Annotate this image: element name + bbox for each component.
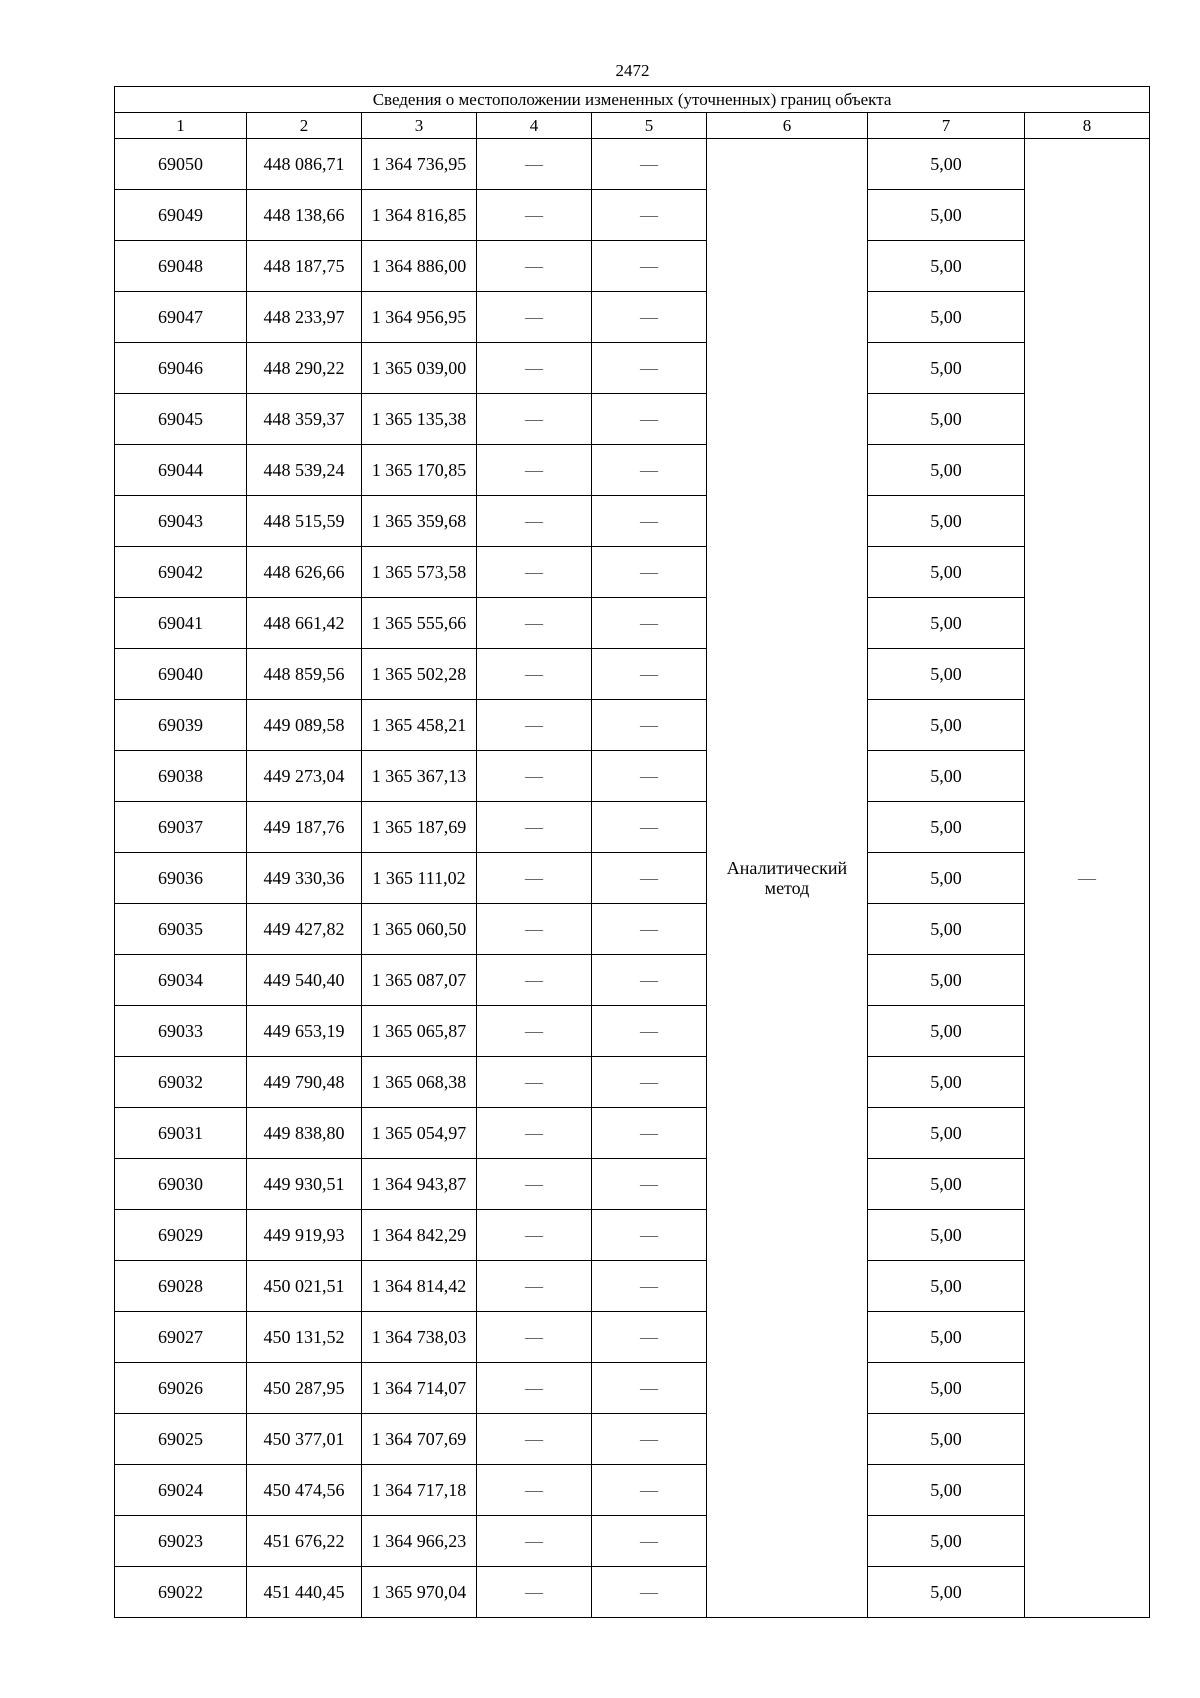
point-number-cell: 69049 [115,190,247,241]
precision-cell: 5,00 [868,1210,1025,1261]
precision-cell: 5,00 [868,1516,1025,1567]
precision-cell: 5,00 [868,292,1025,343]
y-coordinate-cell: 1 365 135,38 [362,394,477,445]
table-row [115,1465,1150,1516]
point-number-cell: 69036 [115,853,247,904]
x-coordinate-cell: 448 859,56 [247,649,362,700]
column-number-2: 2 [247,113,362,139]
method-cell [707,139,868,1618]
point-number-cell: 69047 [115,292,247,343]
y-coordinate-cell: 1 364 943,87 [362,1159,477,1210]
point-number-cell: 69028 [115,1261,247,1312]
table-row [115,1108,1150,1159]
method-text-line: метод [764,878,810,898]
y-coordinate-cell: 1 365 458,21 [362,700,477,751]
point-number-cell: 69032 [115,1057,247,1108]
y-coordinate-cell: 1 365 087,07 [362,955,477,1006]
column-4-cell: — [477,700,592,751]
precision-cell: 5,00 [868,190,1025,241]
column-4-cell: — [477,1414,592,1465]
column-4-cell: — [477,1363,592,1414]
column-5-cell: — [592,1006,707,1057]
x-coordinate-cell: 448 661,42 [247,598,362,649]
table-row [115,598,1150,649]
precision-cell: 5,00 [868,904,1025,955]
column-4-cell: — [477,292,592,343]
y-coordinate-cell: 1 364 738,03 [362,1312,477,1363]
table-row [115,751,1150,802]
x-coordinate-cell: 450 021,51 [247,1261,362,1312]
point-number-cell: 69033 [115,1006,247,1057]
column-number-1: 1 [115,113,247,139]
point-number-cell: 69025 [115,1414,247,1465]
table-row [115,802,1150,853]
x-coordinate-cell: 449 330,36 [247,853,362,904]
point-number-cell: 69030 [115,1159,247,1210]
x-coordinate-cell: 448 626,66 [247,547,362,598]
column-5-cell: — [592,1261,707,1312]
y-coordinate-cell: 1 365 573,58 [362,547,477,598]
point-number-cell: 69048 [115,241,247,292]
column-4-cell: — [477,1159,592,1210]
precision-cell: 5,00 [868,1261,1025,1312]
y-coordinate-cell: 1 365 555,66 [362,598,477,649]
x-coordinate-cell: 449 653,19 [247,1006,362,1057]
column-5-cell: — [592,1567,707,1618]
column-5-cell: — [592,1465,707,1516]
table-row [115,1261,1150,1312]
point-number-cell: 69040 [115,649,247,700]
column-4-cell: — [477,496,592,547]
precision-cell: 5,00 [868,1006,1025,1057]
column-4-cell: — [477,394,592,445]
point-number-cell: 69039 [115,700,247,751]
column-5-cell: — [592,853,707,904]
point-number-cell: 69027 [115,1312,247,1363]
column-4-cell: — [477,343,592,394]
table-row [115,1159,1150,1210]
x-coordinate-cell: 448 233,97 [247,292,362,343]
column-5-cell: — [592,190,707,241]
column-number-row [115,113,1150,139]
precision-cell: 5,00 [868,1108,1025,1159]
column-5-cell: — [592,751,707,802]
y-coordinate-cell: 1 364 714,07 [362,1363,477,1414]
point-number-cell: 69038 [115,751,247,802]
table-row [115,1414,1150,1465]
x-coordinate-cell: 448 359,37 [247,394,362,445]
y-coordinate-cell: 1 364 814,42 [362,1261,477,1312]
column-5-cell: — [592,955,707,1006]
y-coordinate-cell: 1 365 170,85 [362,445,477,496]
column-4-cell: — [477,1312,592,1363]
point-number-cell: 69023 [115,1516,247,1567]
x-coordinate-cell: 448 539,24 [247,445,362,496]
table-row [115,1516,1150,1567]
column-4-cell: — [477,955,592,1006]
y-coordinate-cell: 1 364 966,23 [362,1516,477,1567]
precision-cell: 5,00 [868,955,1025,1006]
table-row [115,1210,1150,1261]
x-coordinate-cell: 450 131,52 [247,1312,362,1363]
precision-cell: 5,00 [868,343,1025,394]
column-4-cell: — [477,445,592,496]
column-4-cell: — [477,751,592,802]
column-4-cell: — [477,802,592,853]
table-row [115,1006,1150,1057]
point-number-cell: 69045 [115,394,247,445]
point-number-cell: 69044 [115,445,247,496]
column-5-cell: — [592,598,707,649]
column-4-cell: — [477,1465,592,1516]
x-coordinate-cell: 449 187,76 [247,802,362,853]
column-5-cell: — [592,292,707,343]
column-number-8: 8 [1025,113,1150,139]
x-coordinate-cell: 448 515,59 [247,496,362,547]
precision-cell: 5,00 [868,1312,1025,1363]
point-number-cell: 69026 [115,1363,247,1414]
table-row [115,241,1150,292]
column-5-cell: — [592,394,707,445]
column-4-cell: — [477,1210,592,1261]
y-coordinate-cell: 1 364 886,00 [362,241,477,292]
column-5-cell: — [592,1210,707,1261]
point-number-cell: 69024 [115,1465,247,1516]
column-5-cell: — [592,1414,707,1465]
column-5-cell: — [592,343,707,394]
table-body [115,87,1150,1618]
point-number-cell: 69042 [115,547,247,598]
page-number: 2472 [615,61,650,80]
x-coordinate-cell: 449 089,58 [247,700,362,751]
column-number-7: 7 [868,113,1025,139]
column-4-cell: — [477,1516,592,1567]
column-4-cell: — [477,1108,592,1159]
precision-cell: 5,00 [868,1363,1025,1414]
column-4-cell: — [477,139,592,190]
table-row [115,445,1150,496]
table-row [115,1567,1150,1618]
point-number-cell: 69043 [115,496,247,547]
table-row [115,190,1150,241]
table-row [115,904,1150,955]
column-4-cell: — [477,241,592,292]
x-coordinate-cell: 449 919,93 [247,1210,362,1261]
column-4-cell: — [477,1006,592,1057]
y-coordinate-cell: 1 364 842,29 [362,1210,477,1261]
column-5-cell: — [592,1159,707,1210]
column-number-4: 4 [477,113,592,139]
precision-cell: 5,00 [868,394,1025,445]
y-coordinate-cell: 1 364 816,85 [362,190,477,241]
point-number-cell: 69031 [115,1108,247,1159]
method-text-line: Аналитический [726,858,848,878]
table-row [115,394,1150,445]
x-coordinate-cell: 448 290,22 [247,343,362,394]
column-5-cell: — [592,700,707,751]
column-4-cell: — [477,1057,592,1108]
y-coordinate-cell: 1 365 187,69 [362,802,477,853]
x-coordinate-cell: 449 540,40 [247,955,362,1006]
precision-cell: 5,00 [868,802,1025,853]
column-5-cell: — [592,802,707,853]
table-row [115,700,1150,751]
x-coordinate-cell: 450 474,56 [247,1465,362,1516]
table-caption-row [115,87,1150,113]
y-coordinate-cell: 1 365 054,97 [362,1108,477,1159]
point-number-cell: 69050 [115,139,247,190]
y-coordinate-cell: 1 364 956,95 [362,292,477,343]
table-caption: Сведения о местоположении измененных (уточненных) границ объекта [115,87,1150,113]
column-5-cell: — [592,1108,707,1159]
column-5-cell: — [592,241,707,292]
point-number-cell: 69034 [115,955,247,1006]
table-row [115,853,1150,904]
x-coordinate-cell: 450 287,95 [247,1363,362,1414]
table-row [115,139,1150,190]
column-4-cell: — [477,1261,592,1312]
precision-cell: 5,00 [868,700,1025,751]
y-coordinate-cell: 1 365 502,28 [362,649,477,700]
x-coordinate-cell: 448 086,71 [247,139,362,190]
column-5-cell: — [592,1363,707,1414]
x-coordinate-cell: 449 273,04 [247,751,362,802]
column-5-cell: — [592,547,707,598]
table-row [115,1363,1150,1414]
column-5-cell: — [592,496,707,547]
x-coordinate-cell: 450 377,01 [247,1414,362,1465]
precision-cell: 5,00 [868,751,1025,802]
y-coordinate-cell: 1 365 970,04 [362,1567,477,1618]
y-coordinate-cell: 1 364 736,95 [362,139,477,190]
column-4-cell: — [477,1567,592,1618]
point-number-cell: 69035 [115,904,247,955]
x-coordinate-cell: 451 676,22 [247,1516,362,1567]
y-coordinate-cell: 1 365 367,13 [362,751,477,802]
table-row [115,1312,1150,1363]
point-number-cell: 69037 [115,802,247,853]
y-coordinate-cell: 1 365 111,02 [362,853,477,904]
precision-cell: 5,00 [868,649,1025,700]
precision-cell: 5,00 [868,853,1025,904]
precision-cell: 5,00 [868,496,1025,547]
precision-cell: 5,00 [868,598,1025,649]
x-coordinate-cell: 449 790,48 [247,1057,362,1108]
table-row [115,496,1150,547]
precision-cell: 5,00 [868,445,1025,496]
column-number-6: 6 [707,113,868,139]
x-coordinate-cell: 451 440,45 [247,1567,362,1618]
point-number-cell: 69041 [115,598,247,649]
y-coordinate-cell: 1 365 039,00 [362,343,477,394]
table-row [115,649,1150,700]
point-number-cell: 69029 [115,1210,247,1261]
column-4-cell: — [477,190,592,241]
boundary-coordinates-table [114,86,1150,1618]
column-4-cell: — [477,598,592,649]
point-number-cell: 69022 [115,1567,247,1618]
table-row [115,955,1150,1006]
precision-cell: 5,00 [868,139,1025,190]
column-5-cell: — [592,445,707,496]
precision-cell: 5,00 [868,1567,1025,1618]
column-5-cell: — [592,1516,707,1567]
column-5-cell: — [592,1057,707,1108]
precision-cell: 5,00 [868,1465,1025,1516]
column-4-cell: — [477,904,592,955]
column-5-cell: — [592,904,707,955]
x-coordinate-cell: 449 838,80 [247,1108,362,1159]
column-4-cell: — [477,547,592,598]
precision-cell: 5,00 [868,1057,1025,1108]
x-coordinate-cell: 448 187,75 [247,241,362,292]
precision-cell: 5,00 [868,241,1025,292]
table-row [115,1057,1150,1108]
precision-cell: 5,00 [868,1159,1025,1210]
y-coordinate-cell: 1 365 065,87 [362,1006,477,1057]
y-coordinate-cell: 1 364 707,69 [362,1414,477,1465]
column-5-cell: — [592,649,707,700]
column-5-cell: — [592,1312,707,1363]
column-number-3: 3 [362,113,477,139]
x-coordinate-cell: 449 427,82 [247,904,362,955]
x-coordinate-cell: 448 138,66 [247,190,362,241]
precision-cell: 5,00 [868,547,1025,598]
precision-cell: 5,00 [868,1414,1025,1465]
column-4-cell: — [477,853,592,904]
y-coordinate-cell: 1 364 717,18 [362,1465,477,1516]
table-row [115,292,1150,343]
column-4-cell: — [477,649,592,700]
table-row [115,343,1150,394]
y-coordinate-cell: 1 365 359,68 [362,496,477,547]
column-8-cell: — [1025,139,1150,1618]
y-coordinate-cell: 1 365 060,50 [362,904,477,955]
point-number-cell: 69046 [115,343,247,394]
x-coordinate-cell: 449 930,51 [247,1159,362,1210]
table-row [115,547,1150,598]
column-5-cell: — [592,139,707,190]
column-number-5: 5 [592,113,707,139]
y-coordinate-cell: 1 365 068,38 [362,1057,477,1108]
